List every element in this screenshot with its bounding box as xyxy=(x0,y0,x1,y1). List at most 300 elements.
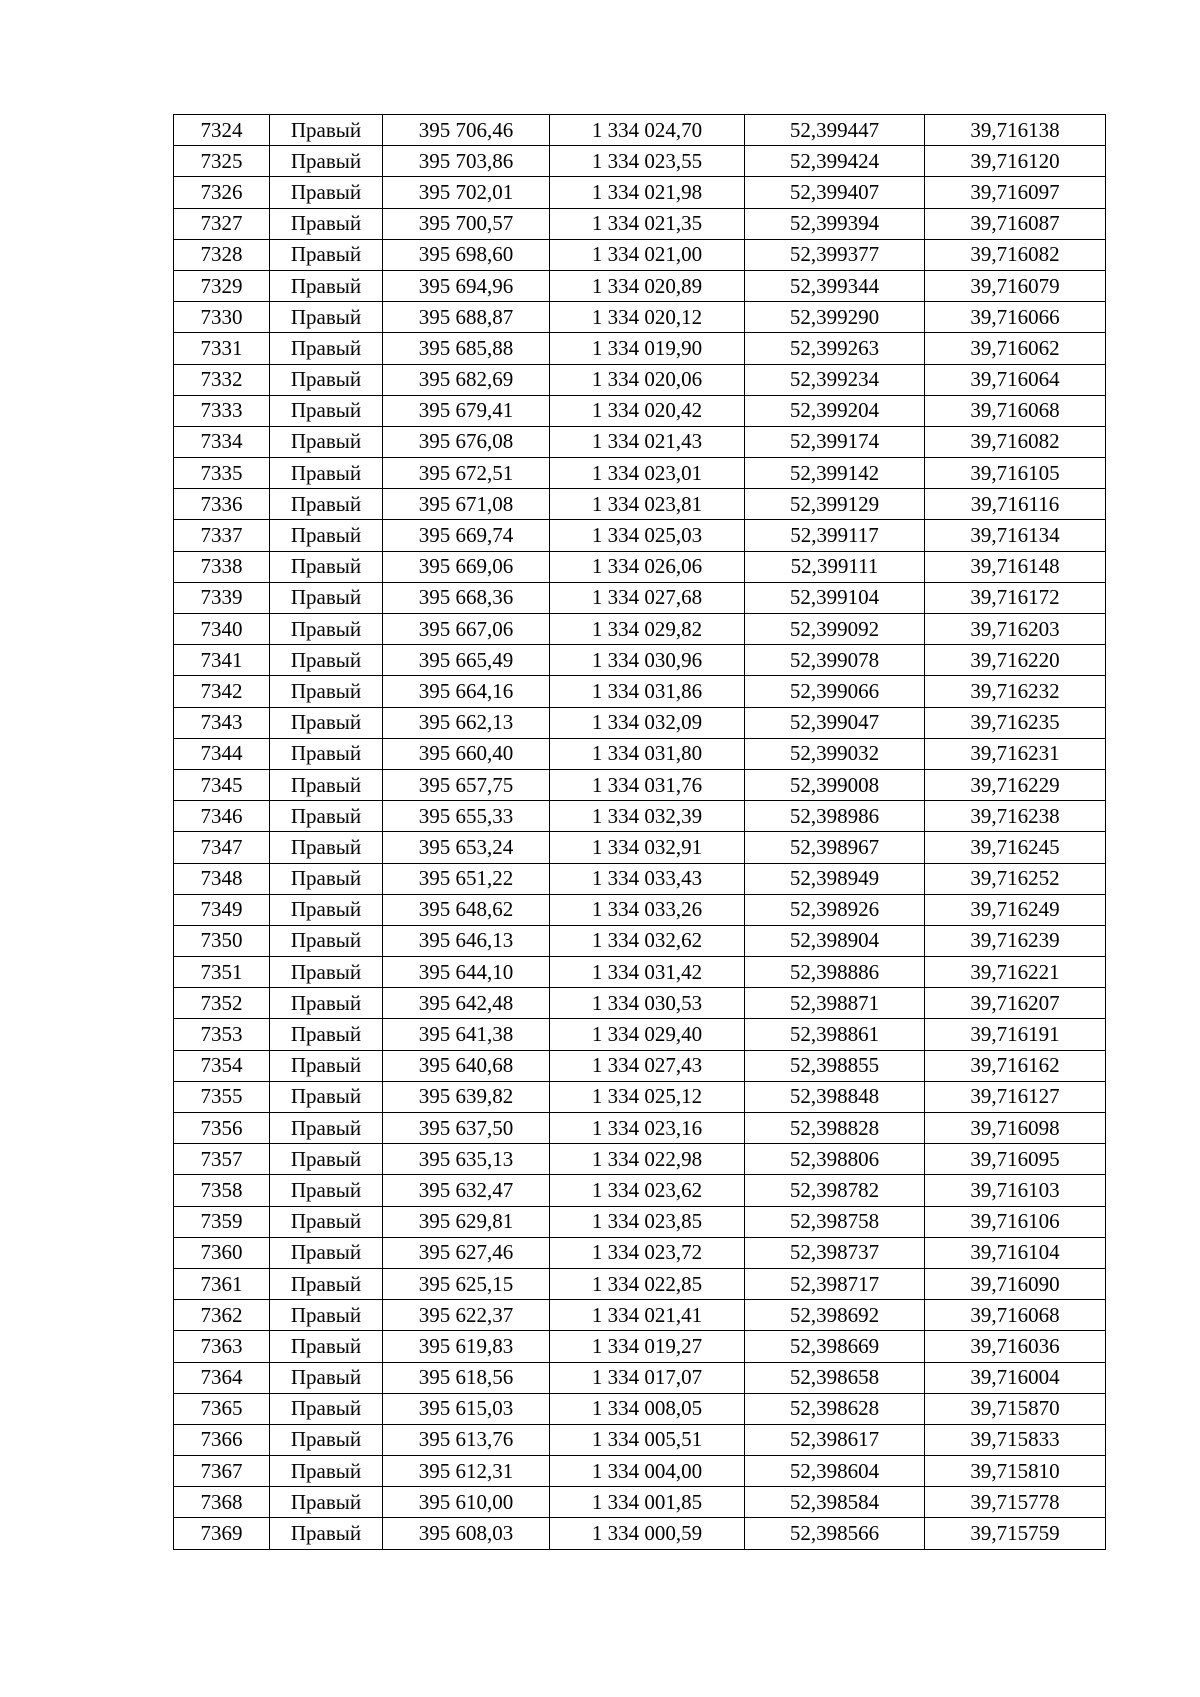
latitude-cell: 52,398758 xyxy=(745,1206,925,1237)
table-row xyxy=(174,364,1106,395)
y-coordinate-cell: 1 334 024,70 xyxy=(550,115,745,146)
side-cell: Правый xyxy=(270,645,383,676)
table-row xyxy=(174,801,1106,832)
latitude-cell: 52,398855 xyxy=(745,1050,925,1081)
latitude-cell: 52,399174 xyxy=(745,426,925,457)
side-cell: Правый xyxy=(270,801,383,832)
point-number-cell: 7337 xyxy=(174,520,270,551)
longitude-cell: 39,716120 xyxy=(925,146,1106,177)
y-coordinate-cell: 1 334 021,35 xyxy=(550,208,745,239)
side-cell: Правый xyxy=(270,333,383,364)
table-row xyxy=(174,1424,1106,1455)
side-cell: Правый xyxy=(270,1206,383,1237)
point-number-cell: 7360 xyxy=(174,1237,270,1268)
y-coordinate-cell: 1 334 027,68 xyxy=(550,582,745,613)
side-cell: Правый xyxy=(270,489,383,520)
longitude-cell: 39,716095 xyxy=(925,1144,1106,1175)
y-coordinate-cell: 1 334 032,39 xyxy=(550,801,745,832)
point-number-cell: 7357 xyxy=(174,1144,270,1175)
latitude-cell: 52,399377 xyxy=(745,239,925,270)
x-coordinate-cell: 395 682,69 xyxy=(383,364,550,395)
point-number-cell: 7324 xyxy=(174,115,270,146)
side-cell: Правый xyxy=(270,707,383,738)
y-coordinate-cell: 1 334 023,01 xyxy=(550,458,745,489)
latitude-cell: 52,399104 xyxy=(745,582,925,613)
x-coordinate-cell: 395 685,88 xyxy=(383,333,550,364)
latitude-cell: 52,398628 xyxy=(745,1393,925,1424)
latitude-cell: 52,398848 xyxy=(745,1081,925,1112)
side-cell: Правый xyxy=(270,146,383,177)
x-coordinate-cell: 395 657,75 xyxy=(383,769,550,800)
longitude-cell: 39,716191 xyxy=(925,1019,1106,1050)
point-number-cell: 7351 xyxy=(174,957,270,988)
y-coordinate-cell: 1 334 032,62 xyxy=(550,925,745,956)
side-cell: Правый xyxy=(270,925,383,956)
side-cell: Правый xyxy=(270,1019,383,1050)
y-coordinate-cell: 1 334 021,43 xyxy=(550,426,745,457)
latitude-cell: 52,398926 xyxy=(745,894,925,925)
longitude-cell: 39,715833 xyxy=(925,1424,1106,1455)
table-row xyxy=(174,1081,1106,1112)
x-coordinate-cell: 395 700,57 xyxy=(383,208,550,239)
y-coordinate-cell: 1 334 029,82 xyxy=(550,614,745,645)
longitude-cell: 39,716231 xyxy=(925,738,1106,769)
point-number-cell: 7341 xyxy=(174,645,270,676)
longitude-cell: 39,716103 xyxy=(925,1175,1106,1206)
longitude-cell: 39,715759 xyxy=(925,1518,1106,1549)
x-coordinate-cell: 395 627,46 xyxy=(383,1237,550,1268)
point-number-cell: 7349 xyxy=(174,894,270,925)
x-coordinate-cell: 395 667,06 xyxy=(383,614,550,645)
table-row xyxy=(174,894,1106,925)
point-number-cell: 7369 xyxy=(174,1518,270,1549)
latitude-cell: 52,399424 xyxy=(745,146,925,177)
table-row xyxy=(174,1362,1106,1393)
longitude-cell: 39,716082 xyxy=(925,239,1106,270)
side-cell: Правый xyxy=(270,1050,383,1081)
side-cell: Правый xyxy=(270,988,383,1019)
y-coordinate-cell: 1 334 020,89 xyxy=(550,270,745,301)
x-coordinate-cell: 395 694,96 xyxy=(383,270,550,301)
x-coordinate-cell: 395 648,62 xyxy=(383,894,550,925)
side-cell: Правый xyxy=(270,208,383,239)
side-cell: Правый xyxy=(270,676,383,707)
side-cell: Правый xyxy=(270,614,383,645)
side-cell: Правый xyxy=(270,302,383,333)
table-row xyxy=(174,395,1106,426)
y-coordinate-cell: 1 334 031,80 xyxy=(550,738,745,769)
table-row xyxy=(174,1331,1106,1362)
x-coordinate-cell: 395 642,48 xyxy=(383,988,550,1019)
point-number-cell: 7352 xyxy=(174,988,270,1019)
table-row xyxy=(174,957,1106,988)
side-cell: Правый xyxy=(270,863,383,894)
latitude-cell: 52,398692 xyxy=(745,1300,925,1331)
latitude-cell: 52,398886 xyxy=(745,957,925,988)
latitude-cell: 52,399047 xyxy=(745,707,925,738)
y-coordinate-cell: 1 334 023,81 xyxy=(550,489,745,520)
table-row xyxy=(174,551,1106,582)
latitude-cell: 52,398717 xyxy=(745,1268,925,1299)
point-number-cell: 7336 xyxy=(174,489,270,520)
table-row xyxy=(174,146,1106,177)
latitude-cell: 52,399078 xyxy=(745,645,925,676)
y-coordinate-cell: 1 334 017,07 xyxy=(550,1362,745,1393)
point-number-cell: 7350 xyxy=(174,925,270,956)
side-cell: Правый xyxy=(270,1518,383,1549)
table-row xyxy=(174,832,1106,863)
table-row xyxy=(174,707,1106,738)
side-cell: Правый xyxy=(270,177,383,208)
side-cell: Правый xyxy=(270,1393,383,1424)
point-number-cell: 7333 xyxy=(174,395,270,426)
longitude-cell: 39,716239 xyxy=(925,925,1106,956)
x-coordinate-cell: 395 688,87 xyxy=(383,302,550,333)
latitude-cell: 52,399111 xyxy=(745,551,925,582)
latitude-cell: 52,399394 xyxy=(745,208,925,239)
table-row xyxy=(174,458,1106,489)
latitude-cell: 52,399290 xyxy=(745,302,925,333)
longitude-cell: 39,716066 xyxy=(925,302,1106,333)
table-row xyxy=(174,676,1106,707)
point-number-cell: 7358 xyxy=(174,1175,270,1206)
side-cell: Правый xyxy=(270,1268,383,1299)
latitude-cell: 52,399204 xyxy=(745,395,925,426)
y-coordinate-cell: 1 334 032,09 xyxy=(550,707,745,738)
y-coordinate-cell: 1 334 019,90 xyxy=(550,333,745,364)
point-number-cell: 7343 xyxy=(174,707,270,738)
table-row xyxy=(174,1393,1106,1424)
table-row xyxy=(174,582,1106,613)
longitude-cell: 39,716221 xyxy=(925,957,1106,988)
coordinates-table-body xyxy=(174,115,1106,1550)
table-row xyxy=(174,1019,1106,1050)
point-number-cell: 7332 xyxy=(174,364,270,395)
point-number-cell: 7361 xyxy=(174,1268,270,1299)
point-number-cell: 7365 xyxy=(174,1393,270,1424)
point-number-cell: 7346 xyxy=(174,801,270,832)
side-cell: Правый xyxy=(270,769,383,800)
table-row xyxy=(174,1144,1106,1175)
x-coordinate-cell: 395 641,38 xyxy=(383,1019,550,1050)
point-number-cell: 7330 xyxy=(174,302,270,333)
table-row xyxy=(174,645,1106,676)
x-coordinate-cell: 395 629,81 xyxy=(383,1206,550,1237)
longitude-cell: 39,716245 xyxy=(925,832,1106,863)
table-row xyxy=(174,177,1106,208)
longitude-cell: 39,716252 xyxy=(925,863,1106,894)
table-row xyxy=(174,614,1106,645)
point-number-cell: 7368 xyxy=(174,1487,270,1518)
point-number-cell: 7347 xyxy=(174,832,270,863)
table-row xyxy=(174,208,1106,239)
table-row xyxy=(174,1487,1106,1518)
side-cell: Правый xyxy=(270,1456,383,1487)
table-row xyxy=(174,863,1106,894)
x-coordinate-cell: 395 702,01 xyxy=(383,177,550,208)
latitude-cell: 52,399447 xyxy=(745,115,925,146)
longitude-cell: 39,716106 xyxy=(925,1206,1106,1237)
table-row xyxy=(174,769,1106,800)
side-cell: Правый xyxy=(270,957,383,988)
y-coordinate-cell: 1 334 023,62 xyxy=(550,1175,745,1206)
x-coordinate-cell: 395 676,08 xyxy=(383,426,550,457)
table-row xyxy=(174,302,1106,333)
y-coordinate-cell: 1 334 020,06 xyxy=(550,364,745,395)
point-number-cell: 7329 xyxy=(174,270,270,301)
y-coordinate-cell: 1 334 021,00 xyxy=(550,239,745,270)
longitude-cell: 39,716203 xyxy=(925,614,1106,645)
point-number-cell: 7355 xyxy=(174,1081,270,1112)
table-row xyxy=(174,1206,1106,1237)
longitude-cell: 39,716207 xyxy=(925,988,1106,1019)
point-number-cell: 7326 xyxy=(174,177,270,208)
latitude-cell: 52,398949 xyxy=(745,863,925,894)
coordinates-table xyxy=(173,114,1106,1550)
longitude-cell: 39,716062 xyxy=(925,333,1106,364)
y-coordinate-cell: 1 334 031,42 xyxy=(550,957,745,988)
longitude-cell: 39,716068 xyxy=(925,395,1106,426)
longitude-cell: 39,716097 xyxy=(925,177,1106,208)
point-number-cell: 7328 xyxy=(174,239,270,270)
table-row xyxy=(174,1456,1106,1487)
x-coordinate-cell: 395 703,86 xyxy=(383,146,550,177)
point-number-cell: 7327 xyxy=(174,208,270,239)
latitude-cell: 52,399008 xyxy=(745,769,925,800)
y-coordinate-cell: 1 334 025,03 xyxy=(550,520,745,551)
x-coordinate-cell: 395 698,60 xyxy=(383,239,550,270)
point-number-cell: 7363 xyxy=(174,1331,270,1362)
latitude-cell: 52,398604 xyxy=(745,1456,925,1487)
side-cell: Правый xyxy=(270,520,383,551)
longitude-cell: 39,716090 xyxy=(925,1268,1106,1299)
y-coordinate-cell: 1 334 005,51 xyxy=(550,1424,745,1455)
side-cell: Правый xyxy=(270,1487,383,1518)
longitude-cell: 39,716148 xyxy=(925,551,1106,582)
point-number-cell: 7335 xyxy=(174,458,270,489)
table-row xyxy=(174,925,1106,956)
longitude-cell: 39,716004 xyxy=(925,1362,1106,1393)
latitude-cell: 52,398828 xyxy=(745,1113,925,1144)
table-row xyxy=(174,426,1106,457)
side-cell: Правый xyxy=(270,1424,383,1455)
table-row xyxy=(174,1518,1106,1549)
longitude-cell: 39,716116 xyxy=(925,489,1106,520)
y-coordinate-cell: 1 334 022,85 xyxy=(550,1268,745,1299)
side-cell: Правый xyxy=(270,1331,383,1362)
point-number-cell: 7366 xyxy=(174,1424,270,1455)
side-cell: Правый xyxy=(270,426,383,457)
point-number-cell: 7367 xyxy=(174,1456,270,1487)
table-row xyxy=(174,520,1106,551)
latitude-cell: 52,399344 xyxy=(745,270,925,301)
point-number-cell: 7348 xyxy=(174,863,270,894)
latitude-cell: 52,398904 xyxy=(745,925,925,956)
latitude-cell: 52,399234 xyxy=(745,364,925,395)
table-row xyxy=(174,1113,1106,1144)
x-coordinate-cell: 395 612,31 xyxy=(383,1456,550,1487)
longitude-cell: 39,716235 xyxy=(925,707,1106,738)
point-number-cell: 7339 xyxy=(174,582,270,613)
x-coordinate-cell: 395 671,08 xyxy=(383,489,550,520)
side-cell: Правый xyxy=(270,1237,383,1268)
point-number-cell: 7362 xyxy=(174,1300,270,1331)
x-coordinate-cell: 395 655,33 xyxy=(383,801,550,832)
y-coordinate-cell: 1 334 031,76 xyxy=(550,769,745,800)
table-row xyxy=(174,1050,1106,1081)
y-coordinate-cell: 1 334 032,91 xyxy=(550,832,745,863)
y-coordinate-cell: 1 334 020,42 xyxy=(550,395,745,426)
latitude-cell: 52,399066 xyxy=(745,676,925,707)
side-cell: Правый xyxy=(270,115,383,146)
x-coordinate-cell: 395 668,36 xyxy=(383,582,550,613)
latitude-cell: 52,399092 xyxy=(745,614,925,645)
longitude-cell: 39,716082 xyxy=(925,426,1106,457)
x-coordinate-cell: 395 618,56 xyxy=(383,1362,550,1393)
side-cell: Правый xyxy=(270,1144,383,1175)
latitude-cell: 52,398806 xyxy=(745,1144,925,1175)
x-coordinate-cell: 395 679,41 xyxy=(383,395,550,426)
side-cell: Правый xyxy=(270,1175,383,1206)
point-number-cell: 7340 xyxy=(174,614,270,645)
latitude-cell: 52,399407 xyxy=(745,177,925,208)
latitude-cell: 52,398584 xyxy=(745,1487,925,1518)
point-number-cell: 7334 xyxy=(174,426,270,457)
y-coordinate-cell: 1 334 022,98 xyxy=(550,1144,745,1175)
y-coordinate-cell: 1 334 029,40 xyxy=(550,1019,745,1050)
x-coordinate-cell: 395 706,46 xyxy=(383,115,550,146)
point-number-cell: 7331 xyxy=(174,333,270,364)
longitude-cell: 39,716079 xyxy=(925,270,1106,301)
side-cell: Правый xyxy=(270,239,383,270)
side-cell: Правый xyxy=(270,1300,383,1331)
y-coordinate-cell: 1 334 019,27 xyxy=(550,1331,745,1362)
longitude-cell: 39,715810 xyxy=(925,1456,1106,1487)
y-coordinate-cell: 1 334 021,98 xyxy=(550,177,745,208)
x-coordinate-cell: 395 672,51 xyxy=(383,458,550,489)
table-row xyxy=(174,333,1106,364)
longitude-cell: 39,716229 xyxy=(925,769,1106,800)
y-coordinate-cell: 1 334 023,16 xyxy=(550,1113,745,1144)
latitude-cell: 52,398782 xyxy=(745,1175,925,1206)
point-number-cell: 7359 xyxy=(174,1206,270,1237)
x-coordinate-cell: 395 637,50 xyxy=(383,1113,550,1144)
table-row xyxy=(174,738,1106,769)
longitude-cell: 39,716087 xyxy=(925,208,1106,239)
side-cell: Правый xyxy=(270,395,383,426)
y-coordinate-cell: 1 334 025,12 xyxy=(550,1081,745,1112)
table-row xyxy=(174,1237,1106,1268)
side-cell: Правый xyxy=(270,832,383,863)
longitude-cell: 39,715870 xyxy=(925,1393,1106,1424)
table-row xyxy=(174,489,1106,520)
longitude-cell: 39,715778 xyxy=(925,1487,1106,1518)
x-coordinate-cell: 395 639,82 xyxy=(383,1081,550,1112)
y-coordinate-cell: 1 334 000,59 xyxy=(550,1518,745,1549)
longitude-cell: 39,716172 xyxy=(925,582,1106,613)
side-cell: Правый xyxy=(270,1362,383,1393)
table-row xyxy=(174,1175,1106,1206)
latitude-cell: 52,398871 xyxy=(745,988,925,1019)
latitude-cell: 52,399142 xyxy=(745,458,925,489)
longitude-cell: 39,716220 xyxy=(925,645,1106,676)
side-cell: Правый xyxy=(270,1113,383,1144)
x-coordinate-cell: 395 632,47 xyxy=(383,1175,550,1206)
latitude-cell: 52,399117 xyxy=(745,520,925,551)
longitude-cell: 39,716036 xyxy=(925,1331,1106,1362)
y-coordinate-cell: 1 334 004,00 xyxy=(550,1456,745,1487)
x-coordinate-cell: 395 651,22 xyxy=(383,863,550,894)
x-coordinate-cell: 395 660,40 xyxy=(383,738,550,769)
y-coordinate-cell: 1 334 008,05 xyxy=(550,1393,745,1424)
y-coordinate-cell: 1 334 027,43 xyxy=(550,1050,745,1081)
x-coordinate-cell: 395 665,49 xyxy=(383,645,550,676)
table-row xyxy=(174,988,1106,1019)
y-coordinate-cell: 1 334 023,85 xyxy=(550,1206,745,1237)
table-row xyxy=(174,1300,1106,1331)
point-number-cell: 7338 xyxy=(174,551,270,582)
y-coordinate-cell: 1 334 031,86 xyxy=(550,676,745,707)
latitude-cell: 52,398967 xyxy=(745,832,925,863)
y-coordinate-cell: 1 334 023,55 xyxy=(550,146,745,177)
latitude-cell: 52,398566 xyxy=(745,1518,925,1549)
y-coordinate-cell: 1 334 030,53 xyxy=(550,988,745,1019)
latitude-cell: 52,399129 xyxy=(745,489,925,520)
side-cell: Правый xyxy=(270,458,383,489)
longitude-cell: 39,716104 xyxy=(925,1237,1106,1268)
longitude-cell: 39,716068 xyxy=(925,1300,1106,1331)
y-coordinate-cell: 1 334 026,06 xyxy=(550,551,745,582)
point-number-cell: 7344 xyxy=(174,738,270,769)
y-coordinate-cell: 1 334 030,96 xyxy=(550,645,745,676)
x-coordinate-cell: 395 635,13 xyxy=(383,1144,550,1175)
point-number-cell: 7354 xyxy=(174,1050,270,1081)
side-cell: Правый xyxy=(270,738,383,769)
side-cell: Правый xyxy=(270,551,383,582)
y-coordinate-cell: 1 334 023,72 xyxy=(550,1237,745,1268)
x-coordinate-cell: 395 653,24 xyxy=(383,832,550,863)
longitude-cell: 39,716232 xyxy=(925,676,1106,707)
x-coordinate-cell: 395 664,16 xyxy=(383,676,550,707)
x-coordinate-cell: 395 644,10 xyxy=(383,957,550,988)
latitude-cell: 52,398861 xyxy=(745,1019,925,1050)
table-row xyxy=(174,1268,1106,1299)
y-coordinate-cell: 1 334 033,26 xyxy=(550,894,745,925)
point-number-cell: 7325 xyxy=(174,146,270,177)
longitude-cell: 39,716238 xyxy=(925,801,1106,832)
longitude-cell: 39,716064 xyxy=(925,364,1106,395)
x-coordinate-cell: 395 610,00 xyxy=(383,1487,550,1518)
latitude-cell: 52,398669 xyxy=(745,1331,925,1362)
x-coordinate-cell: 395 669,74 xyxy=(383,520,550,551)
table-row xyxy=(174,115,1106,146)
point-number-cell: 7345 xyxy=(174,769,270,800)
y-coordinate-cell: 1 334 021,41 xyxy=(550,1300,745,1331)
longitude-cell: 39,716127 xyxy=(925,1081,1106,1112)
longitude-cell: 39,716162 xyxy=(925,1050,1106,1081)
x-coordinate-cell: 395 646,13 xyxy=(383,925,550,956)
longitude-cell: 39,716249 xyxy=(925,894,1106,925)
y-coordinate-cell: 1 334 001,85 xyxy=(550,1487,745,1518)
x-coordinate-cell: 395 625,15 xyxy=(383,1268,550,1299)
side-cell: Правый xyxy=(270,270,383,301)
point-number-cell: 7356 xyxy=(174,1113,270,1144)
table-row xyxy=(174,270,1106,301)
x-coordinate-cell: 395 669,06 xyxy=(383,551,550,582)
longitude-cell: 39,716138 xyxy=(925,115,1106,146)
longitude-cell: 39,716105 xyxy=(925,458,1106,489)
x-coordinate-cell: 395 608,03 xyxy=(383,1518,550,1549)
